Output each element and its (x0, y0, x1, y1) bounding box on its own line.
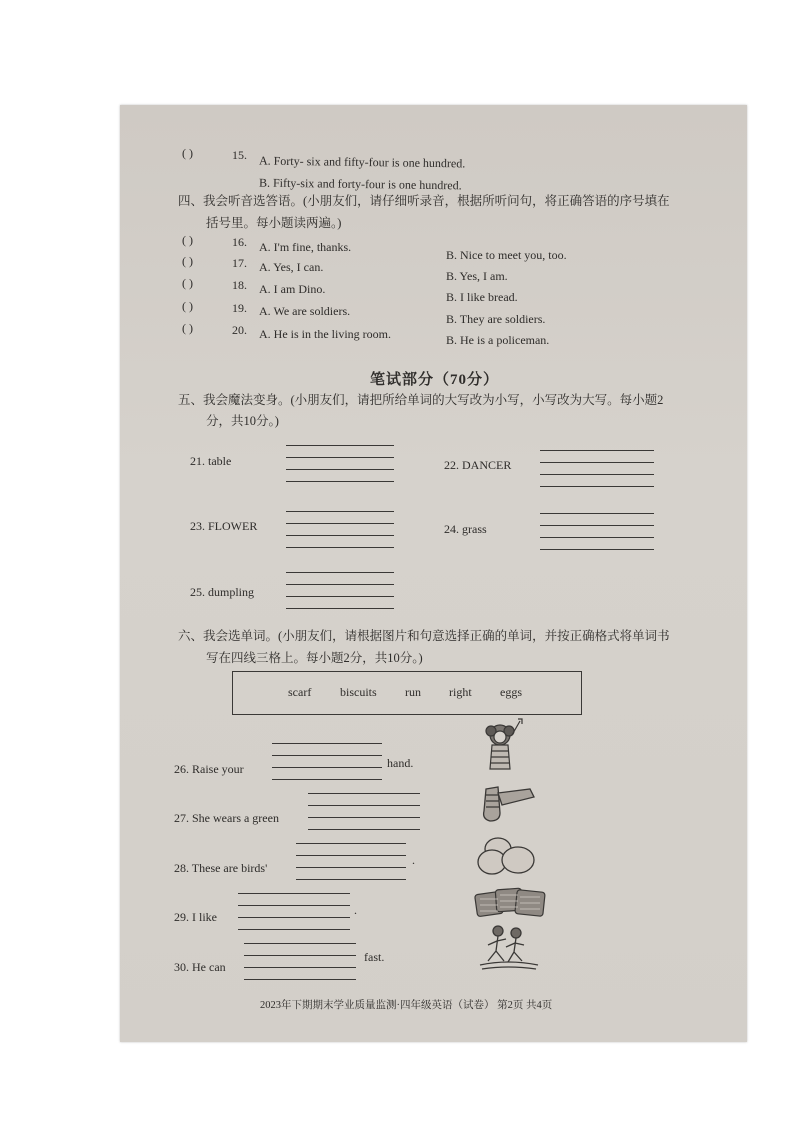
four-line-writing-area[interactable] (286, 445, 394, 481)
option-b: B. He is a policeman. (446, 333, 550, 347)
word-item: 24. grass (444, 522, 487, 536)
written-part-title: 笔试部分（70分） (370, 372, 500, 388)
section-5-title: 五、我会魔法变身。(小朋友们，请把所给单词的大写改为小写，小写改为大写。每小题2 (178, 393, 664, 407)
four-line-writing-area[interactable] (540, 513, 654, 549)
section-5-title-cont: 分，共10分。) (206, 414, 279, 428)
girl-raising-hand-icon (478, 713, 534, 773)
option-a: A. Yes, I can. (259, 260, 324, 274)
option-a: A. We are soldiers. (259, 304, 351, 318)
word-bank-item: biscuits (340, 685, 377, 699)
sentence-prefix: 29. I like (174, 910, 217, 924)
option-b: B. Yes, I am. (446, 269, 508, 283)
sentence-suffix: . (354, 903, 357, 917)
option-b: B. They are soldiers. (446, 312, 546, 326)
four-line-writing-area[interactable] (286, 511, 394, 547)
answer-paren[interactable]: ( ) (182, 254, 193, 268)
word-item: 21. table (190, 454, 232, 468)
word-item: 25. dumpling (190, 585, 255, 599)
question-number: 18. (232, 278, 247, 292)
word-item: 22. DANCER (444, 458, 512, 472)
option-b: B. Fifty-six and forty-four is one hundred. (258, 175, 462, 193)
running-kids-icon (476, 921, 542, 975)
sentence-prefix: 26. Raise your (174, 762, 244, 776)
biscuits-icon (472, 885, 552, 921)
sentence-prefix: 30. He can (174, 960, 226, 974)
question-number: 20. (232, 323, 247, 337)
question-number: 15. (232, 148, 247, 162)
four-line-writing-area[interactable] (272, 743, 382, 779)
sentence-suffix: fast. (364, 950, 385, 964)
option-b: B. I like bread. (446, 290, 518, 304)
question-number: 19. (232, 301, 247, 315)
four-line-writing-area[interactable] (296, 843, 406, 879)
answer-paren[interactable]: ( ) (182, 321, 193, 335)
question-number: 16. (232, 235, 247, 249)
exam-page (120, 105, 747, 1042)
scarf-icon (478, 783, 538, 827)
sentence-prefix: 27. She wears a green (174, 811, 279, 825)
answer-paren[interactable]: ( ) (182, 276, 193, 290)
four-line-writing-area[interactable] (308, 793, 420, 829)
page-footer: 2023年下期期末学业质量监测·四年级英语（试卷） 第2页 共4页 (260, 1000, 553, 1011)
option-a: A. Forty- six and fifty-four is one hundred. (258, 153, 466, 171)
four-line-writing-area[interactable] (238, 893, 350, 929)
answer-paren[interactable]: ( ) (182, 299, 193, 313)
sentence-suffix: hand. (387, 756, 414, 770)
word-bank-item: run (405, 685, 421, 699)
section-4-title-cont: 括号里。每小题读两遍。) (206, 216, 342, 230)
sentence-prefix: 28. These are birds' (174, 861, 268, 875)
section-6-title-cont: 写在四线三格上。每小题2分，共10分。) (206, 651, 423, 665)
sentence-suffix: . (412, 853, 415, 867)
word-bank-item: right (449, 685, 472, 699)
answer-paren[interactable]: ( ) (182, 233, 193, 247)
option-b: B. Nice to meet you, too. (446, 248, 567, 262)
section-4-title: 四、我会听音选答语。(小朋友们，请仔细听录音，根据所听问句，将正确答语的序号填在 (178, 194, 670, 208)
answer-paren[interactable]: ( ) (182, 146, 193, 160)
word-item: 23. FLOWER (190, 519, 258, 533)
eggs-icon (476, 833, 540, 879)
section-6-title: 六、我会选单词。(小朋友们，请根据图片和句意选择正确的单词，并按正确格式将单词书 (178, 629, 670, 643)
four-line-writing-area[interactable] (286, 572, 394, 608)
option-a: A. I am Dino. (259, 282, 326, 296)
question-number: 17. (232, 256, 247, 270)
word-bank-item: eggs (500, 685, 522, 699)
word-bank-item: scarf (288, 685, 312, 699)
word-bank-box (232, 671, 582, 715)
option-a: A. He is in the living room. (259, 327, 391, 341)
four-line-writing-area[interactable] (244, 943, 356, 979)
option-a: A. I'm fine, thanks. (259, 240, 352, 254)
four-line-writing-area[interactable] (540, 450, 654, 486)
